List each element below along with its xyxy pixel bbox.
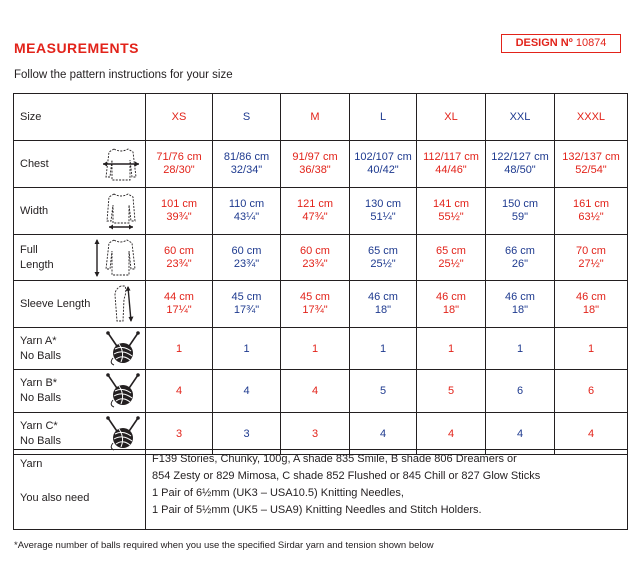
yarn-c-xl: 4 [417, 413, 486, 455]
sleeve-xxl: 46 cm 18" [486, 281, 555, 328]
yarn-c-m: 3 [281, 413, 350, 455]
size-xl: XL [417, 94, 486, 141]
sleeve-m: 45 cm 17¾" [281, 281, 350, 328]
size-xs: XS [146, 94, 213, 141]
length-garment-icon [93, 237, 141, 279]
yarn-a-l: 1 [350, 328, 417, 370]
yarn-ball-icon [105, 331, 141, 367]
chest-xxl: 122/127 cm 48/50" [486, 141, 555, 188]
size-label: Size [14, 94, 146, 141]
design-number: 10874 [575, 37, 607, 49]
width-garment-icon [101, 191, 141, 231]
size-m: M [281, 94, 350, 141]
length-xs: 60 cm 23¾" [146, 235, 213, 281]
row-label [14, 328, 146, 370]
design-label: DESIGN Nº [515, 37, 573, 49]
row-label [14, 370, 146, 413]
yarn-a-xxxl: 1 [555, 328, 628, 370]
sleeve-xl: 46 cm 18" [417, 281, 486, 328]
chest-label: Chest [20, 157, 49, 170]
size-l: L [350, 94, 417, 141]
length-xxxl: 70 cm 27½" [555, 235, 628, 281]
chest-row [14, 141, 628, 188]
width-xs: 101 cm 39¾" [146, 188, 213, 235]
size-header-row [14, 94, 628, 141]
sleeve-icon [111, 283, 141, 325]
yarn-c-xxxl: 4 [555, 413, 628, 455]
design-number-badge [501, 34, 621, 53]
yarn-a-xs: 1 [146, 328, 213, 370]
length-l: 65 cm 25½" [350, 235, 417, 281]
chest-l: 102/107 cm 40/42" [350, 141, 417, 188]
sleeve-xxxl: 46 cm 18" [555, 281, 628, 328]
width-xxxl: 161 cm 63½" [555, 188, 628, 235]
yarn-a-label-2: No Balls [20, 349, 61, 362]
width-m: 121 cm 47¾" [281, 188, 350, 235]
length-s: 60 cm 23¾" [213, 235, 281, 281]
yarn-ball-icon [105, 373, 141, 409]
footnote: *Average number of balls required when you use the specified Sirdar yarn and tension shown below [14, 540, 434, 551]
yarn-a-label-1: Yarn A* [20, 334, 57, 347]
chest-xl: 112/117 cm 44/46" [417, 141, 486, 188]
materials-details [146, 450, 628, 530]
row-label [14, 188, 146, 235]
width-row [14, 188, 628, 235]
sleeve-length-row [14, 281, 628, 328]
row-label [14, 235, 146, 281]
yarn-ball-icon [105, 416, 141, 452]
materials-labels [14, 450, 146, 530]
sleeve-length-label: Sleeve Length [20, 297, 91, 310]
yarn-c-label-1: Yarn C* [20, 419, 58, 432]
full-length-label-2: Length [20, 258, 54, 271]
yarn-a-s: 1 [213, 328, 281, 370]
yarn-text-line-1: F139 Stories, Chunky, 100g, A shade 835 Smile, B shade 806 Dreamers or [152, 453, 517, 465]
chest-xxxl: 132/137 cm 52/54" [555, 141, 628, 188]
yarn-b-row [14, 370, 628, 413]
width-label: Width [20, 204, 49, 217]
width-l: 130 cm 51¼" [350, 188, 417, 235]
yarn-a-xxl: 1 [486, 328, 555, 370]
sleeve-s: 45 cm 17¾" [213, 281, 281, 328]
page-title: MEASUREMENTS [14, 40, 140, 56]
yarn-label: Yarn [20, 458, 43, 470]
width-xxl: 150 cm 59" [486, 188, 555, 235]
chest-s: 81/86 cm 32/34" [213, 141, 281, 188]
full-length-row [14, 235, 628, 281]
yarn-b-l: 5 [350, 370, 417, 413]
yarn-c-xxl: 4 [486, 413, 555, 455]
chest-m: 91/97 cm 36/38" [281, 141, 350, 188]
chest-xs: 71/76 cm 28/30" [146, 141, 213, 188]
yarn-b-xxl: 6 [486, 370, 555, 413]
full-length-label-1: Full [20, 243, 38, 256]
yarn-c-label-2: No Balls [20, 434, 61, 447]
yarn-b-label-1: Yarn B* [20, 377, 58, 389]
yarn-c-xs: 3 [146, 413, 213, 455]
width-xl: 141 cm 55½" [417, 188, 486, 235]
yarn-b-xl: 5 [417, 370, 486, 413]
also-need-label: You also need [20, 492, 90, 504]
need-text-line-1: 1 Pair of 6½mm (UK3 – USA10.5) Knitting Needles, [152, 487, 404, 499]
yarn-b-m: 4 [281, 370, 350, 413]
size-xxxl: XXXL [555, 94, 628, 141]
size-s: S [213, 94, 281, 141]
yarn-b-xs: 4 [146, 370, 213, 413]
yarn-b-s: 4 [213, 370, 281, 413]
yarn-c-s: 3 [213, 413, 281, 455]
sleeve-l: 46 cm 18" [350, 281, 417, 328]
subtitle: Follow the pattern instructions for your size [14, 69, 233, 81]
length-xl: 65 cm 25½" [417, 235, 486, 281]
yarn-a-m: 1 [281, 328, 350, 370]
length-m: 60 cm 23¾" [281, 235, 350, 281]
width-s: 110 cm 43¼" [213, 188, 281, 235]
yarn-c-l: 4 [350, 413, 417, 455]
row-label [14, 141, 146, 188]
yarn-a-xl: 1 [417, 328, 486, 370]
need-text-line-2: 1 Pair of 5½mm (UK5 – USA9) Knitting Needles and Stitch Holders. [152, 504, 482, 516]
chest-garment-icon [101, 144, 141, 184]
measurements-table [13, 93, 628, 455]
size-xxl: XXL [486, 94, 555, 141]
yarn-a-row [14, 328, 628, 370]
row-label [14, 281, 146, 328]
yarn-text-line-2: 854 Zesty or 829 Mimosa, C shade 852 Flushed or 845 Chill or 827 Glow Sticks [152, 470, 541, 482]
materials-table [13, 449, 628, 530]
length-xxl: 66 cm 26" [486, 235, 555, 281]
yarn-b-xxxl: 6 [555, 370, 628, 413]
yarn-b-label-2: No Balls [20, 392, 61, 404]
sleeve-xs: 44 cm 17¼" [146, 281, 213, 328]
